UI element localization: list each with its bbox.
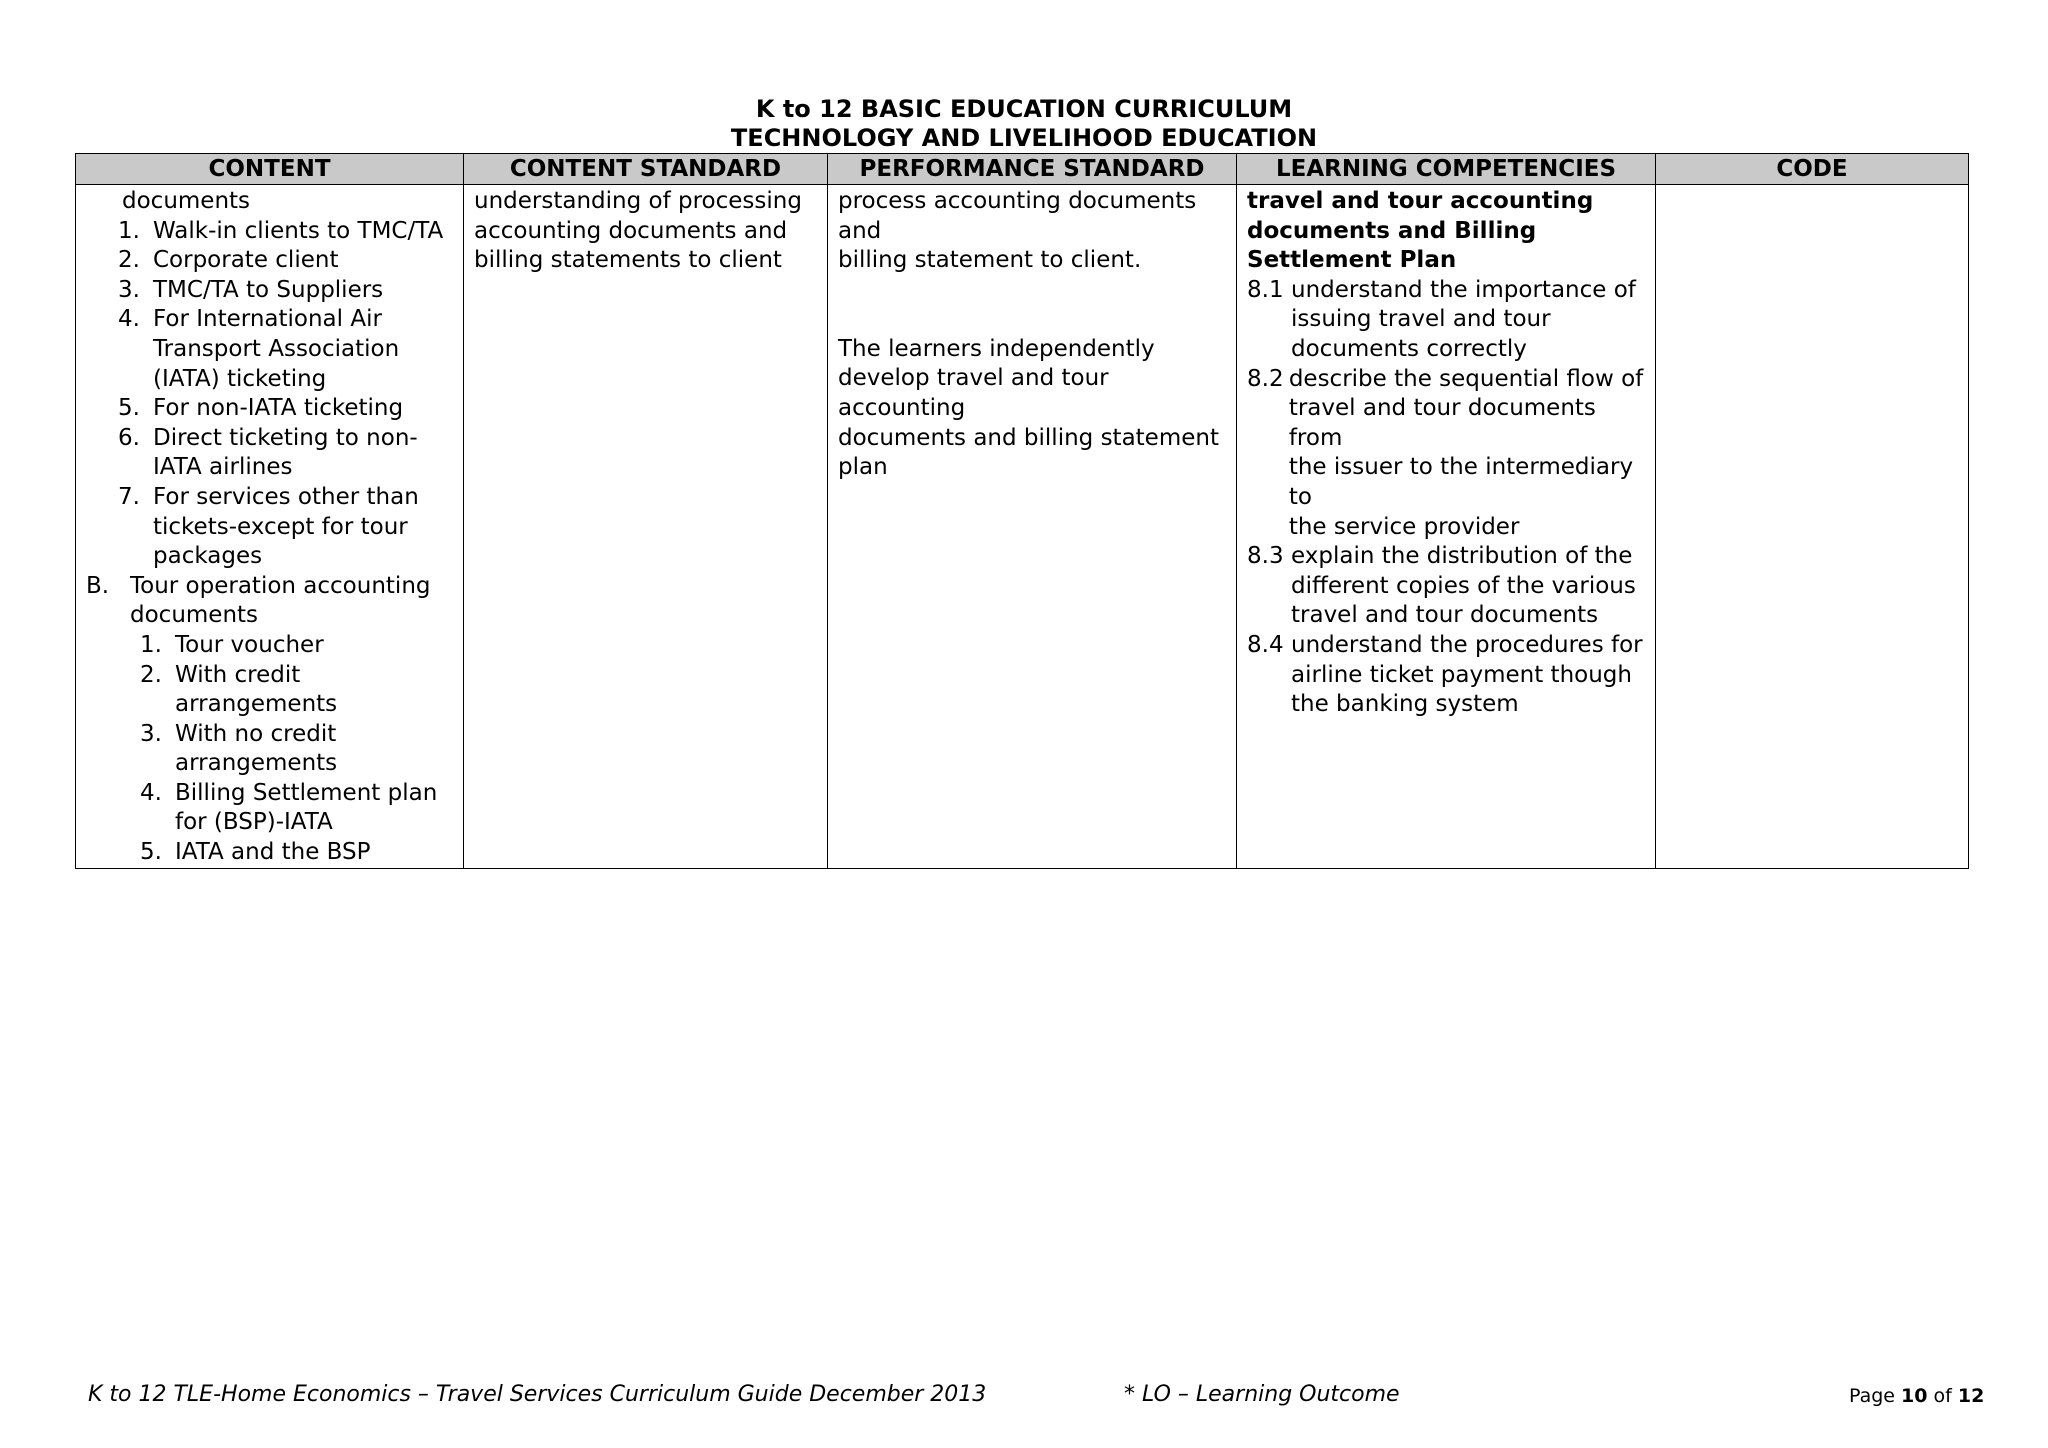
table-header-row [76,154,1969,185]
competency-item: 8.3 explain the distribution of the different copies of the various travel and tour documents [1247,543,1636,629]
content-standard-cell: understanding of processing accounting documents and billing statements to client [464,185,828,869]
list-item: 4. Billing Settlement plan for (BSP)-IATA [140,779,438,836]
section-b: B. Tour operation accounting documents [86,572,431,629]
competency-item: 8.1 understand the importance of issuing travel and tour documents correctly [1247,276,1636,362]
list-item: 4. For International Air Transport Association (IATA) ticketing [118,306,400,392]
list-item: 7. For services other than tickets-except for tour packages [118,483,419,570]
header-performance-standard: PERFORMANCE STANDARD [828,154,1237,185]
header-content-standard: CONTENT STANDARD [464,154,828,185]
content-cell [76,185,464,869]
list-item: 5. IATA and the BSP [140,839,371,866]
performance-standard-cell: process accounting documents and billing statement to client. The learners independently develop travel and tour accounting documents and billing statement plan [828,185,1237,869]
curriculum-table [75,153,1969,869]
competency-item: 8.4 understand the procedures for airline ticket payment though the banking system [1247,631,1643,718]
list-item: 3. With no credit arrangements [140,720,338,777]
list-item: 6. Direct ticketing to non- IATA airlines [118,424,418,481]
competency-heading: travel and tour accounting documents and Billing Settlement Plan [1247,188,1594,274]
competency-item: 8.2 describe the sequential flow of travel and tour documents from the issuer to the intermediary to the service provider [1247,365,1644,540]
header-code: CODE [1656,154,1969,185]
list-item: 5. For non-IATA ticketing [118,395,404,422]
list-item: 2. With credit arrangements [140,661,338,718]
paragraph-gap [838,276,1226,335]
code-cell [1656,185,1969,869]
table-row [76,185,1969,869]
header-content: CONTENT [76,154,464,185]
header-learning-competencies: LEARNING COMPETENCIES [1237,154,1656,185]
list-item: 3. TMC/TA to Suppliers [118,276,384,303]
footer-guide-title: K to 12 TLE-Home Economics – Travel Services Curriculum Guide December 2013 [88,1382,987,1407]
document-subtitle: TECHNOLOGY AND LIVELIHOOD EDUCATION [730,124,1318,152]
learning-competencies-cell [1237,185,1656,869]
list-item: 1. Tour voucher [140,631,324,658]
document-title: K to 12 BASIC EDUCATION CURRICULUM [755,95,1293,123]
list-item: 2. Corporate client [118,247,339,274]
content-lead: documents [122,188,251,214]
page-number: Page 10 of 12 [1849,1385,1985,1407]
list-item: 1. Walk-in clients to TMC/TA [118,217,444,244]
footer-lo-note: * LO – Learning Outcome [1124,1382,1400,1407]
